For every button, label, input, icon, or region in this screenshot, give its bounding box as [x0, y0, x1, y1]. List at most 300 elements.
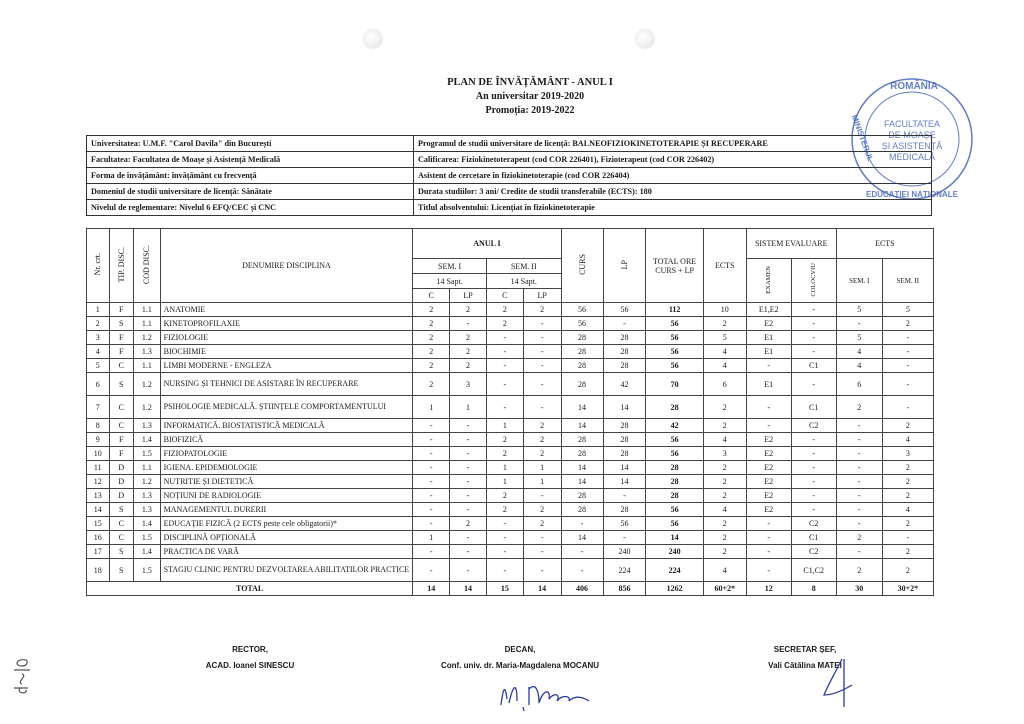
row-total-hours: 112: [646, 303, 703, 317]
row-lp: 28: [603, 433, 646, 447]
row-colocviu: C2: [791, 419, 836, 433]
row-discipline-name: MANAGEMENTUL DURERII: [160, 503, 413, 517]
row-discipline-name: DISCIPLINĂ OPȚIONALĂ: [160, 531, 413, 545]
row-cod: 1.3: [134, 345, 161, 359]
table-row: [87, 433, 934, 447]
dean-name: Conf. univ. dr. Maria-Magdalena MOCANU: [440, 661, 600, 670]
row-examen: E2: [746, 503, 791, 517]
row-c1: 1: [413, 531, 450, 545]
stamp-top-text: ROMÂNIA: [890, 81, 938, 92]
row-ects-sem2: 2: [882, 489, 933, 503]
row-tip: C: [109, 517, 134, 531]
row-c1: -: [413, 447, 450, 461]
row-lp1: -: [450, 419, 487, 433]
row-c1: 2: [413, 303, 450, 317]
info-level: Nivelul de reglementare: Nivelul 6 EFQ/CEC și CNC: [87, 200, 414, 216]
table-row: [87, 461, 934, 475]
row-lp: 224: [603, 559, 646, 582]
row-examen: -: [746, 517, 791, 531]
header-lp: LP: [603, 229, 646, 303]
row-examen: -: [746, 559, 791, 582]
table-row: [87, 517, 934, 531]
row-cod: 1.2: [134, 331, 161, 345]
row-ects-sem1: 4: [836, 359, 882, 373]
info-domain: Domeniul de studii universitare de licență: Sănătate: [87, 184, 414, 200]
row-tip: F: [109, 331, 134, 345]
row-ects-sem2: 2: [882, 475, 933, 489]
row-ects-sem1: -: [836, 461, 882, 475]
row-cod: 1.2: [134, 373, 161, 396]
page-title: PLAN DE ÎNVĂȚĂMÂNT - ANUL I: [447, 77, 613, 88]
row-colocviu: -: [791, 331, 836, 345]
header-anul: ANUL I: [413, 229, 561, 259]
row-nr: 2: [87, 317, 110, 331]
row-ects-sem2: -: [882, 531, 933, 545]
header-ects: ECTS: [703, 229, 746, 303]
row-curs: 56: [561, 317, 603, 331]
row-lp1: -: [450, 545, 487, 559]
row-total-hours: 28: [646, 461, 703, 475]
row-lp1: 2: [450, 303, 487, 317]
row-lp: 56: [603, 303, 646, 317]
row-colocviu: -: [791, 373, 836, 396]
header-weeks-sem2: 14 Sapt.: [486, 274, 561, 289]
row-curs: 28: [561, 503, 603, 517]
row-ects-sem1: -: [836, 419, 882, 433]
row-total-hours: 224: [646, 559, 703, 582]
row-c1: 2: [413, 359, 450, 373]
row-colocviu: -: [791, 461, 836, 475]
row-c1: -: [413, 461, 450, 475]
row-lp: 28: [603, 359, 646, 373]
row-ects: 2: [703, 419, 746, 433]
row-ects: 2: [703, 489, 746, 503]
row-ects-sem2: 3: [882, 447, 933, 461]
row-c2: 2: [486, 489, 523, 503]
row-nr: 17: [87, 545, 110, 559]
row-curs: -: [561, 545, 603, 559]
row-discipline-name: BIOCHIMIE: [160, 345, 413, 359]
total-examen: 12: [746, 582, 791, 596]
row-c1: -: [413, 517, 450, 531]
row-total-hours: 56: [646, 447, 703, 461]
row-tip: S: [109, 503, 134, 517]
row-lp: 28: [603, 331, 646, 345]
row-examen: E1: [746, 345, 791, 359]
row-cod: 1.2: [134, 396, 161, 419]
row-total-hours: 28: [646, 396, 703, 419]
info-duration: Durata studiilor: 3 ani/ Credite de studii transferabile (ECTS): 180: [414, 184, 932, 200]
row-lp2: 2: [523, 503, 561, 517]
row-examen: E2: [746, 489, 791, 503]
row-ects: 4: [703, 345, 746, 359]
row-tip: S: [109, 373, 134, 396]
stamp-line-2: DE MOAȘE: [888, 130, 936, 140]
row-colocviu: C1,C2: [791, 559, 836, 582]
row-colocviu: C1: [791, 359, 836, 373]
row-ects-sem2: 4: [882, 433, 933, 447]
row-c1: -: [413, 559, 450, 582]
row-cod: 1.4: [134, 517, 161, 531]
table-row: [87, 419, 934, 433]
row-ects-sem2: -: [882, 396, 933, 419]
row-lp2: 2: [523, 447, 561, 461]
row-ects: 4: [703, 359, 746, 373]
row-lp2: 2: [523, 517, 561, 531]
row-total-hours: 14: [646, 531, 703, 545]
row-nr: 12: [87, 475, 110, 489]
row-nr: 6: [87, 373, 110, 396]
row-total-hours: 56: [646, 503, 703, 517]
row-examen: E2: [746, 433, 791, 447]
row-lp2: -: [523, 331, 561, 345]
row-c2: -: [486, 559, 523, 582]
row-ects-sem2: -: [882, 345, 933, 359]
row-ects-sem2: -: [882, 359, 933, 373]
rector-signature-block: [190, 642, 310, 674]
row-lp2: 2: [523, 419, 561, 433]
row-ects-sem1: 2: [836, 531, 882, 545]
row-discipline-name: PRACTICA DE VARĂ: [160, 545, 413, 559]
row-c2: -: [486, 396, 523, 419]
table-row: [87, 345, 934, 359]
handwritten-page-number: [6, 656, 36, 696]
row-ects: 2: [703, 461, 746, 475]
punch-hole: [636, 30, 654, 48]
row-curs: 14: [561, 396, 603, 419]
total-ects-sem1: 30: [836, 582, 882, 596]
stamp-bottom-text: EDUCAȚIEI NAȚIONALE: [866, 190, 958, 199]
info-qualification: Calificarea: Fiziokinetoterapeut (cod COR 226401), Fizioterapeut (cod COR 226402): [414, 152, 932, 168]
row-nr: 16: [87, 531, 110, 545]
row-c1: -: [413, 419, 450, 433]
row-ects-sem1: 6: [836, 373, 882, 396]
document-title-block: [380, 76, 680, 118]
header-lp1: LP: [450, 289, 487, 303]
header-sem1: SEM. I: [413, 259, 487, 274]
row-c1: -: [413, 545, 450, 559]
row-colocviu: -: [791, 489, 836, 503]
row-nr: 9: [87, 433, 110, 447]
row-tip: S: [109, 317, 134, 331]
row-ects-sem2: 5: [882, 303, 933, 317]
table-row: [87, 503, 934, 517]
program-info-table: [86, 135, 932, 216]
row-lp: 240: [603, 545, 646, 559]
row-lp2: -: [523, 489, 561, 503]
row-lp: -: [603, 531, 646, 545]
row-cod: 1.3: [134, 419, 161, 433]
total-c1: 14: [413, 582, 450, 596]
row-nr: 10: [87, 447, 110, 461]
row-lp: -: [603, 317, 646, 331]
row-examen: E2: [746, 317, 791, 331]
row-ects: 2: [703, 317, 746, 331]
table-row: [87, 475, 934, 489]
row-discipline-name: INFORMATICĂ. BIOSTATISTICĂ MEDICALĂ: [160, 419, 413, 433]
row-nr: 11: [87, 461, 110, 475]
row-curs: 14: [561, 461, 603, 475]
row-discipline-name: ANATOMIE: [160, 303, 413, 317]
row-discipline-name: STAGIU CLINIC PENTRU DEZVOLTAREA ABILITATILOR PRACTICE: [160, 559, 413, 582]
row-cod: 1.3: [134, 503, 161, 517]
table-row: [87, 545, 934, 559]
row-lp1: -: [450, 531, 487, 545]
row-nr: 14: [87, 503, 110, 517]
row-tip: D: [109, 475, 134, 489]
header-weeks-sem1: 14 Sapt.: [413, 274, 487, 289]
row-discipline-name: EDUCAȚIE FIZICĂ (2 ECTS peste cele obligatorii)*: [160, 517, 413, 531]
secretary-title: SECRETAR ȘEF,: [773, 645, 837, 654]
row-lp1: -: [450, 489, 487, 503]
row-lp: -: [603, 489, 646, 503]
row-ects-sem1: 5: [836, 303, 882, 317]
row-total-hours: 56: [646, 359, 703, 373]
row-curs: 56: [561, 303, 603, 317]
row-lp1: -: [450, 475, 487, 489]
row-c1: -: [413, 503, 450, 517]
row-ects-sem2: 2: [882, 517, 933, 531]
row-c2: -: [486, 373, 523, 396]
row-cod: 1.1: [134, 317, 161, 331]
row-total-hours: 56: [646, 331, 703, 345]
row-examen: E2: [746, 447, 791, 461]
info-row: [87, 200, 932, 216]
row-lp1: 2: [450, 359, 487, 373]
row-curs: 28: [561, 489, 603, 503]
total-c2: 15: [486, 582, 523, 596]
info-faculty: Facultatea: Facultatea de Moașe și Asistență Medicală: [87, 152, 414, 168]
row-curs: -: [561, 517, 603, 531]
row-ects-sem1: -: [836, 489, 882, 503]
row-lp: 56: [603, 517, 646, 531]
table-row: [87, 396, 934, 419]
row-ects-sem1: -: [836, 545, 882, 559]
row-nr: 1: [87, 303, 110, 317]
row-discipline-name: FIZIOPATOLOGIE: [160, 447, 413, 461]
row-ects: 10: [703, 303, 746, 317]
row-discipline-name: NOȚIUNI DE RADIOLOGIE: [160, 489, 413, 503]
row-colocviu: C1: [791, 396, 836, 419]
row-tip: F: [109, 345, 134, 359]
row-c1: 1: [413, 396, 450, 419]
row-discipline-name: LIMBI MODERNE - ENGLEZA: [160, 359, 413, 373]
header-ects-group: ECTS: [836, 229, 933, 259]
row-lp: 28: [603, 447, 646, 461]
row-c2: -: [486, 331, 523, 345]
row-cod: 1.3: [134, 489, 161, 503]
row-tip: F: [109, 447, 134, 461]
row-examen: -: [746, 359, 791, 373]
row-ects: 3: [703, 447, 746, 461]
total-label: TOTAL: [87, 582, 413, 596]
row-nr: 13: [87, 489, 110, 503]
row-lp2: -: [523, 545, 561, 559]
rector-name: ACAD. Ioanel SINESCU: [205, 661, 295, 670]
header-examen: EXAMEN: [746, 259, 791, 303]
table-row: [87, 359, 934, 373]
header-colocviu: COLOCVIU: [791, 259, 836, 303]
row-colocviu: -: [791, 433, 836, 447]
row-curs: 28: [561, 331, 603, 345]
punch-hole: [364, 30, 382, 48]
row-lp2: -: [523, 345, 561, 359]
stamp-line-4: MEDICALĂ: [888, 152, 936, 162]
row-lp2: 1: [523, 475, 561, 489]
row-tip: C: [109, 531, 134, 545]
row-colocviu: C2: [791, 545, 836, 559]
table-row: [87, 489, 934, 503]
row-examen: E1,E2: [746, 303, 791, 317]
row-lp: 14: [603, 461, 646, 475]
row-colocviu: C2: [791, 517, 836, 531]
row-ects-sem2: 2: [882, 461, 933, 475]
row-ects-sem1: 5: [836, 331, 882, 345]
row-ects-sem1: 4: [836, 345, 882, 359]
secretary-signature-scribble: [820, 655, 860, 711]
row-cod: 1.5: [134, 447, 161, 461]
header-c2: C: [486, 289, 523, 303]
row-nr: 3: [87, 331, 110, 345]
row-curs: 28: [561, 433, 603, 447]
row-cod: 1.1: [134, 461, 161, 475]
row-total-hours: 56: [646, 517, 703, 531]
row-nr: 5: [87, 359, 110, 373]
header-cod: COD DISC.: [134, 229, 161, 303]
row-ects: 5: [703, 331, 746, 345]
table-row: [87, 559, 934, 582]
row-discipline-name: KINETOPROFILAXIE: [160, 317, 413, 331]
row-colocviu: -: [791, 303, 836, 317]
total-ects-sem2: 30+2*: [882, 582, 933, 596]
row-cod: 1.4: [134, 433, 161, 447]
header-ects-sem2: SEM. II: [882, 259, 933, 303]
row-tip: S: [109, 559, 134, 582]
info-study-form: Forma de învățământ: învățământ cu frecvență: [87, 168, 414, 184]
row-lp2: -: [523, 317, 561, 331]
row-lp1: 2: [450, 345, 487, 359]
row-cod: 1.5: [134, 531, 161, 545]
rector-title: RECTOR,: [232, 645, 268, 654]
header-ects-sem1: SEM. I: [836, 259, 882, 303]
row-lp2: 1: [523, 461, 561, 475]
row-c2: 2: [486, 433, 523, 447]
row-ects-sem2: 2: [882, 545, 933, 559]
table-row: [87, 447, 934, 461]
total-colocviu: 8: [791, 582, 836, 596]
row-c2: -: [486, 531, 523, 545]
row-lp2: 2: [523, 433, 561, 447]
header-c1: C: [413, 289, 450, 303]
row-lp1: -: [450, 447, 487, 461]
info-row: [87, 152, 932, 168]
row-ects-sem2: 2: [882, 317, 933, 331]
row-tip: C: [109, 419, 134, 433]
row-ects-sem2: 2: [882, 559, 933, 582]
row-c1: -: [413, 489, 450, 503]
row-tip: S: [109, 545, 134, 559]
row-discipline-name: NURSING ȘI TEHNICI DE ASISTARE ÎN RECUPERARE: [160, 373, 413, 396]
row-lp1: 2: [450, 331, 487, 345]
row-ects-sem1: -: [836, 433, 882, 447]
info-row: [87, 184, 932, 200]
info-graduate-title: Titlul absolventului: Licențiat în fiziokinetoterapie: [414, 200, 932, 216]
header-sem2: SEM. II: [486, 259, 561, 274]
row-ects-sem2: 4: [882, 503, 933, 517]
table-row: [87, 373, 934, 396]
row-c1: 2: [413, 331, 450, 345]
row-cod: 1.1: [134, 359, 161, 373]
row-tip: C: [109, 396, 134, 419]
row-lp2: -: [523, 559, 561, 582]
header-sistem-evaluare: SISTEM EVALUARE: [746, 229, 836, 259]
row-lp2: -: [523, 531, 561, 545]
row-curs: 14: [561, 419, 603, 433]
row-examen: E2: [746, 475, 791, 489]
row-lp2: -: [523, 373, 561, 396]
row-ects: 2: [703, 517, 746, 531]
row-ects-sem1: -: [836, 475, 882, 489]
row-tip: F: [109, 433, 134, 447]
row-c1: 2: [413, 373, 450, 396]
row-lp1: 3: [450, 373, 487, 396]
header-lp2: LP: [523, 289, 561, 303]
table-row: [87, 303, 934, 317]
row-c1: 2: [413, 317, 450, 331]
row-ects-sem2: -: [882, 331, 933, 345]
row-ects: 4: [703, 559, 746, 582]
row-examen: E2: [746, 461, 791, 475]
table-row: [87, 317, 934, 331]
row-lp1: -: [450, 461, 487, 475]
total-ects: 60+2*: [703, 582, 746, 596]
row-discipline-name: IGIENA. EPIDEMIOLOGIE: [160, 461, 413, 475]
row-examen: -: [746, 396, 791, 419]
row-c2: 2: [486, 503, 523, 517]
row-colocviu: -: [791, 447, 836, 461]
row-curs: 28: [561, 359, 603, 373]
row-examen: -: [746, 531, 791, 545]
info-row: [87, 168, 932, 184]
stamp-line-1: FACULTATEA: [883, 119, 941, 129]
row-colocviu: -: [791, 317, 836, 331]
row-curs: -: [561, 559, 603, 582]
row-c2: 1: [486, 475, 523, 489]
row-ects: 2: [703, 545, 746, 559]
row-c2: 1: [486, 461, 523, 475]
row-curs: 14: [561, 531, 603, 545]
header-denumire: DENUMIRE DISCIPLINA: [160, 229, 413, 303]
row-discipline-name: NUTRITIE ȘI DIETETICĂ: [160, 475, 413, 489]
total-curs: 406: [561, 582, 603, 596]
row-total-hours: 28: [646, 489, 703, 503]
row-ects: 2: [703, 396, 746, 419]
row-ects-sem1: 2: [836, 396, 882, 419]
row-ects-sem1: -: [836, 317, 882, 331]
header-nr: Nr. crt.: [87, 229, 110, 303]
row-total-hours: 240: [646, 545, 703, 559]
row-cod: 1.4: [134, 545, 161, 559]
row-ects: 6: [703, 373, 746, 396]
row-lp: 28: [603, 419, 646, 433]
header-tip: TIP. DISC.: [109, 229, 134, 303]
row-ects-sem1: -: [836, 517, 882, 531]
row-cod: 1.5: [134, 559, 161, 582]
row-examen: -: [746, 419, 791, 433]
row-discipline-name: BIOFIZICĂ: [160, 433, 413, 447]
row-total-hours: 56: [646, 345, 703, 359]
row-ects-sem2: 2: [882, 419, 933, 433]
